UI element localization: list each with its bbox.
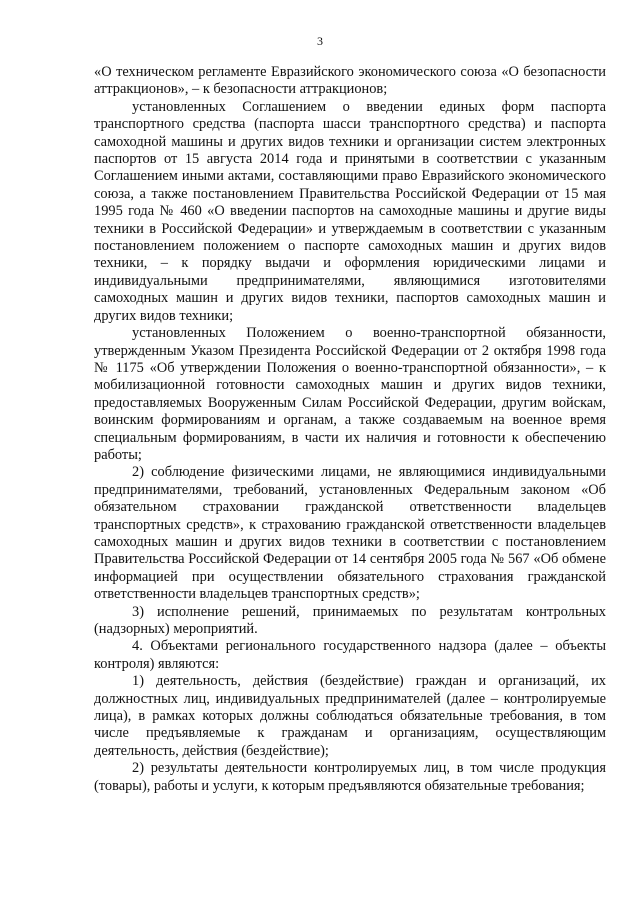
paragraph-object-2-results: 2) результаты деятельности контролируемых лиц, в том числе продукция (товары), работы и услуги, к которым предъявляются обязательные требования; (94, 760, 606, 794)
paragraph-section-4-objects: 4. Объектами регионального государственного надзора (далее – объекты контроля) являются: (94, 638, 606, 672)
paragraph-item-2-insurance: 2) соблюдение физическими лицами, не являющимися индивидуальными предпринимателями, требований, установленных Федеральным законом «Об обязательном страховании гражданской ответственности владельцев транспортных средств», к страхованию гражданской ответственности владельцев самоходных машин и других видов техники в соответствии с постановлением Правительства Российской Федерации от 14 сентября 2005 года № 567 «Об обмене информацией при осуществлении обязательного страхования гражданской ответственности владельцев транспортных средств»; (94, 464, 606, 603)
paragraph-item-3-decisions: 3) исполнение решений, принимаемых по результатам контрольных (надзорных) мероприятий. (94, 603, 606, 637)
paragraph-military-transport-duty: установленных Положением о военно-транспортной обязанности, утвержденным Указом Президента Российской Федерации от 2 октября 1998 года № 1175 «Об утверждении Положения о военно-транспортной обязанности», – к мобилизационной готовности самоходных машин и других видов техники, предоставляемых Вооруженным Силам Российской Федерации, другим войскам, воинским формированиям и органам, а также создаваемым на военное время специальным формированиям, в части их наличия и готовности к обеспечению работы; (94, 325, 606, 463)
paragraph-vehicle-passports: установленных Соглашением о введении единых форм паспорта транспортного средства (паспорта шасси транспортного средства) и паспорта самоходной машины и других видов техники и организации систем электронных паспортов от 15 августа 2014 года и принятыми в соответствии с указанным Соглашением иными актами, составляющими право Евразийского экономического союза, а также постановлением Правительства Российской Федерации от 15 мая 1995 года № 460 «О введении паспортов на самоходные машины и другие виды техники в Российской Федерации» и утверждаемым в соответствии с указанным постановлением положением о паспорте самоходных машин и других видов техники, – к порядку выдачи и оформления юридическими лицами и индивидуальными предпринимателями, являющимися изготовителями самоходных машин и других видов техники, паспортов самоходных машин и других видов техники; (94, 98, 606, 324)
page-number: 3 (317, 34, 323, 48)
paragraph-object-1-activities: 1) деятельность, действия (бездействие) граждан и организаций, их должностных лиц, индивидуальных предпринимателей (далее – контролируемые лица), в рамках которых должны соблюдаться обязательные требования, в том числе предъявляемые к гражданам и организациям, осуществляющим деятельность, действия (бездействие); (94, 673, 606, 759)
paragraph-attractions-regulation: «О техническом регламенте Евразийского экономического союза «О безопасности аттракционов», – к безопасности аттракционов; (94, 64, 606, 98)
document-body (94, 64, 606, 795)
